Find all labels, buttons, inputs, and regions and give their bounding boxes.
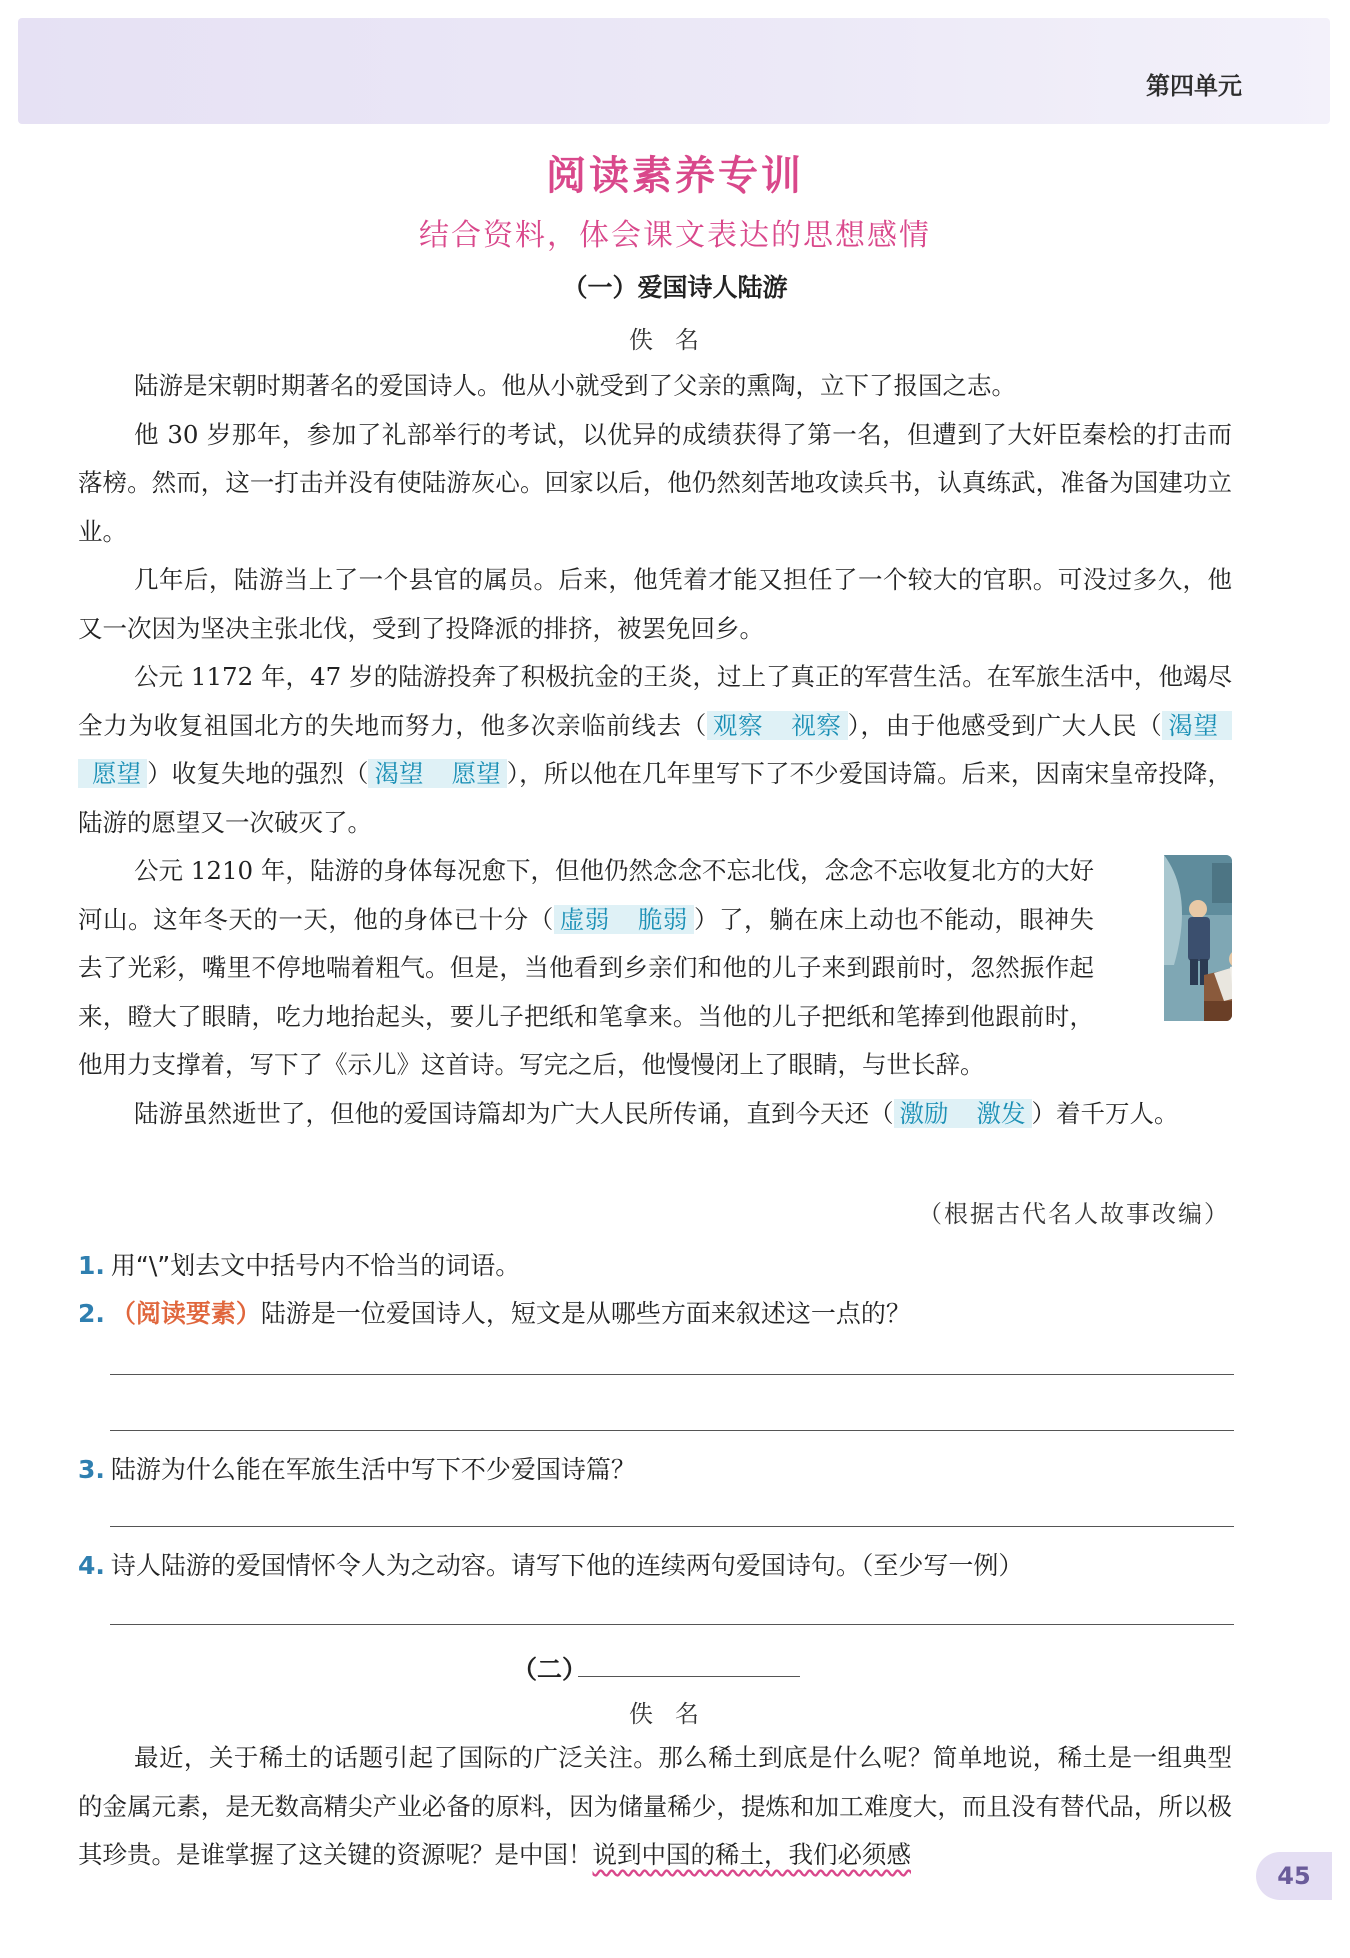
section-2-title-blank[interactable]	[578, 1676, 800, 1677]
paragraph: 最近，关于稀土的话题引起了国际的广泛关注。那么稀土到底是什么呢？简单地说，稀土是一组典型的金属元素，是无数高精尖产业必备的原料，因为储量稀少，提炼和加工难度大，而且没有替代品，所以极其珍贵。是谁掌握了这关键的资源呢？是中国！说到中国的稀土，我们必须感	[78, 1743, 1232, 1869]
word-choice[interactable]: 渴望 愿望	[368, 759, 506, 788]
answer-line[interactable]	[110, 1526, 1234, 1527]
article-source: （根据古代名人故事改编）	[918, 1200, 1230, 1228]
section-1-author: 佚名	[629, 326, 721, 354]
section-2-article	[78, 1734, 1232, 1880]
word-choice[interactable]: 渴望愿望	[78, 711, 1232, 789]
paragraph: 公元 1172 年，47 岁的陆游投奔了积极抗金的王炎，过上了真正的军营生活。在军旅生活中，他竭尽全力为收复祖国北方的失地而努力，他多次亲临前线去（ 观察 视察 ），由于他感受到广大人民（ 渴望愿望 ）收复失地的强烈（ 渴望 愿望 ），所以他在几年里写下了不少爱国诗篇。后来，因南宋皇帝投降，陆游的愿望又一次破灭了。	[78, 662, 1233, 837]
page-title: 阅读素养专训	[546, 153, 804, 199]
answer-line[interactable]	[110, 1430, 1234, 1431]
word-choice[interactable]: 观察 视察	[707, 711, 848, 740]
section-1-heading: （一）爱国诗人陆游	[562, 273, 788, 302]
question-1: 1. 用“\”划去文中括号内不恰当的词语。	[78, 1251, 521, 1280]
page-subtitle: 结合资料，体会课文表达的思想感情	[419, 218, 931, 253]
section-2-author: 佚名	[629, 1700, 721, 1728]
question-3: 3. 陆游为什么能在军旅生活中写下不少爱国诗篇？	[78, 1455, 636, 1484]
question-4: 4. 诗人陆游的爱国情怀令人为之动容。请写下他的连续两句爱国诗句。（至少写一例）	[78, 1551, 1024, 1580]
paragraph: 几年后，陆游当上了一个县官的属员。后来，他凭着才能又担任了一个较大的官职。可没过多久，他又一次因为坚决主张北伐，受到了投降派的排挤，被罢免回乡。	[78, 565, 1232, 643]
wavy-underlined-sentence: 说到中国的稀土，我们必须感	[592, 1840, 911, 1869]
paragraph: 陆游是宋朝时期著名的爱国诗人。他从小就受到了父亲的熏陶，立下了报国之志。	[134, 371, 1016, 400]
page-number: 45	[1256, 1852, 1332, 1900]
answer-line[interactable]	[110, 1374, 1234, 1375]
unit-label: 第四单元	[1146, 72, 1242, 100]
header-band	[18, 18, 1330, 124]
answer-line[interactable]	[110, 1624, 1234, 1625]
section-2-heading: （二）	[512, 1655, 588, 1684]
lu-you-illustration	[1108, 855, 1232, 1021]
word-choice[interactable]: 激励 激发	[894, 1099, 1032, 1128]
reading-element-tag: （阅读要素）	[110, 1299, 261, 1328]
word-choice[interactable]: 虚弱 脆弱	[554, 905, 694, 934]
section-1-article	[78, 362, 1232, 1138]
paragraph: 陆游虽然逝世了，但他的爱国诗篇却为广大人民所传诵，直到今天还（ 激励 激发 ）着千万人。	[134, 1098, 1179, 1128]
paragraph: 他 30 岁那年，参加了礼部举行的考试，以优异的成绩获得了第一名，但遭到了大奸臣秦桧的打击而落榜。然而，这一打击并没有使陆游灰心。回家以后，他仍然刻苦地攻读兵书，认真练武，准备为国建功立业。	[78, 419, 1232, 546]
paragraph: 公元 1210 年，陆游的身体每况愈下，但他仍然念念不忘北伐，念念不忘收复北方的大好河山。这年冬天的一天，他的身体已十分（ 虚弱 脆弱 ）了，躺在床上动也不能动，眼神失去了光彩，嘴里不停地喘着粗气。但是，当他看到乡亲们和他的儿子来到跟前时，忽然振作起来，瞪大了眼睛，吃力地抬起头，要儿子把纸和笔拿来。当他的儿子把纸和笔捧到他跟前时，他用力支撑着，写下了《示儿》这首诗。写完之后，他慢慢闭上了眼睛，与世长辞。	[78, 847, 1232, 1090]
question-2: 2. （阅读要素）陆游是一位爱国诗人，短文是从哪些方面来叙述这一点的？	[78, 1299, 911, 1328]
